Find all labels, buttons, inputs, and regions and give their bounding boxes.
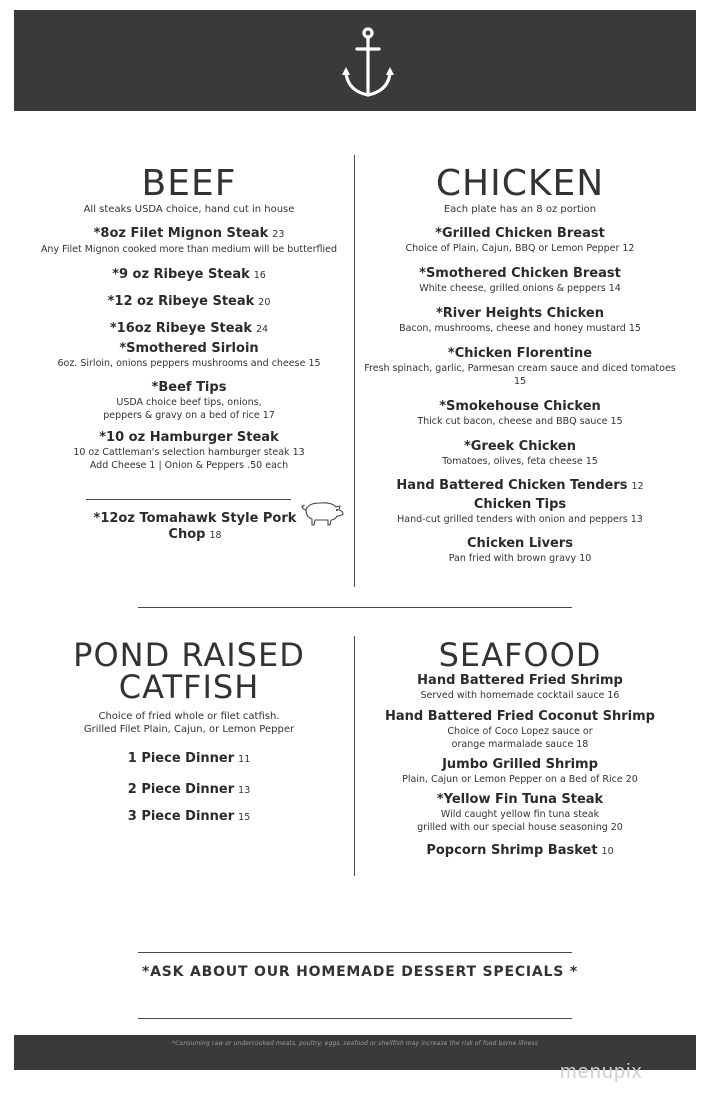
pig-icon (298, 498, 346, 528)
menu-item (30, 294, 348, 311)
item-price: 16 (253, 270, 266, 281)
section-subtitle: Each plate has an 8 oz portion (443, 204, 597, 215)
item-description: 10 oz Cattleman's selection hamburger steak 13 (73, 447, 305, 458)
item-price: 13 (238, 785, 251, 796)
section-title: BEEF (141, 163, 237, 204)
divider-horizontal-middle (138, 607, 572, 608)
item-description: peppers & gravy on a bed of rice 17 (103, 410, 275, 421)
item-name: *9 oz Ribeye Steak (112, 267, 250, 282)
menu-item (30, 321, 348, 338)
item-name: *10 oz Hamburger Steak (99, 430, 279, 445)
item-description: grilled with our special house seasoning 20 (417, 822, 623, 833)
section-title: SEAFOOD (438, 636, 602, 674)
menu-item (360, 792, 680, 834)
menu-item (360, 673, 680, 702)
item-name: *12oz Tomahawk Style Pork Chop (93, 511, 297, 542)
item-name: *Yellow Fin Tuna Steak (436, 792, 604, 807)
item-description: Choice of Coco Lopez sauce or (447, 726, 593, 737)
item-name: *Smothered Chicken Breast (419, 266, 621, 281)
item-description: Served with homemade cocktail sauce 16 (420, 690, 620, 701)
food-safety-disclaimer: *Consuming raw or undercooked meats, poultry, eggs, seafood or shellfish may increase the risk of food borne illness (172, 1040, 538, 1047)
item-description: Fresh spinach, garlic, Parmesan cream sauce and diced tomatoes 15 (364, 363, 676, 387)
item-description: Wild caught yellow fin tuna steak (440, 809, 600, 820)
menu-item (360, 757, 680, 786)
item-name: *12 oz Ribeye Steak (107, 294, 255, 309)
menu-item (360, 266, 680, 295)
item-description: USDA choice beef tips, onions, (116, 397, 262, 408)
item-description: orange marmalade sauce 18 (451, 739, 589, 750)
section-subtitle: Grilled Filet Plain, Cajun, or Lemon Pepper (83, 724, 295, 735)
item-name: Hand Battered Fried Shrimp (417, 673, 623, 688)
item-description: Hand-cut grilled tenders with onion and peppers 13 (397, 514, 643, 525)
item-description: White cheese, grilled onions & peppers 14 (419, 283, 621, 294)
divider-vertical-bottom (354, 636, 355, 876)
menu-item (360, 439, 680, 468)
item-name: *Chicken Florentine (447, 346, 593, 361)
item-name: *Greek Chicken (463, 439, 576, 454)
menu-item (360, 497, 680, 526)
item-name: 1 Piece Dinner (127, 751, 235, 766)
section-title-line1: POND RAISED (73, 636, 305, 674)
item-price: 18 (209, 530, 222, 541)
item-name: 2 Piece Dinner (127, 782, 235, 797)
beef-special-item (70, 511, 320, 544)
item-name: *Grilled Chicken Breast (435, 226, 605, 241)
menu-item (360, 399, 680, 428)
section-title: CHICKEN (435, 163, 605, 204)
item-description: Choice of Plain, Cajun, BBQ or Lemon Pepper 12 (405, 243, 635, 254)
menu-item (360, 478, 680, 495)
item-name: Chicken Tips (473, 497, 567, 512)
item-name: Chicken Livers (466, 536, 574, 551)
item-price: 11 (238, 754, 251, 765)
menu-item (360, 226, 680, 255)
chicken-section (360, 163, 680, 565)
item-description: 6oz. Sirloin, onions peppers mushrooms and cheese 15 (57, 358, 321, 369)
item-description: Plain, Cajun or Lemon Pepper on a Bed of Rice 20 (402, 774, 638, 785)
menu-item (360, 306, 680, 335)
menu-item (360, 709, 680, 751)
beef-section (30, 163, 348, 472)
menu-item (40, 809, 338, 826)
menu-item (30, 267, 348, 284)
menu-item (360, 843, 680, 860)
item-price: 12 (631, 481, 644, 492)
menu-item (40, 751, 338, 768)
item-description: Add Cheese 1 | Onion & Peppers .50 each (89, 460, 289, 471)
item-name: Hand Battered Chicken Tenders (396, 478, 628, 493)
item-name: Jumbo Grilled Shrimp (442, 757, 598, 772)
item-name: *16oz Ribeye Steak (109, 321, 253, 336)
item-name: *Beef Tips (151, 380, 227, 395)
item-description: Pan fried with brown gravy 10 (448, 553, 592, 564)
section-subtitle: All steaks USDA choice, hand cut in house (83, 204, 295, 215)
header-bar (14, 10, 696, 111)
item-name: 3 Piece Dinner (127, 809, 235, 824)
item-price: 10 (601, 846, 614, 857)
divider-vertical-top (354, 155, 355, 587)
section-subtitle: Choice of fried whole or filet catfish. (98, 711, 280, 722)
item-description: Any Filet Mignon cooked more than medium will be butterflied (40, 244, 338, 255)
item-price: 15 (238, 812, 251, 823)
item-description: Tomatoes, olives, feta cheese 15 (442, 456, 598, 467)
divider-dessert-bottom (138, 1018, 572, 1019)
item-name: *River Heights Chicken (435, 306, 604, 321)
menu-item (30, 226, 348, 256)
dessert-note: *ASK ABOUT OUR HOMEMADE DESSERT SPECIALS * (142, 964, 578, 980)
item-description: Thick cut bacon, cheese and BBQ sauce 15 (417, 416, 623, 427)
item-name: *Smokehouse Chicken (439, 399, 601, 414)
catfish-section (40, 636, 338, 826)
menu-item (30, 380, 348, 422)
divider-dessert-top (138, 952, 572, 953)
divider-beef-special (86, 499, 291, 500)
seafood-section (360, 636, 680, 860)
item-name: Popcorn Shrimp Basket (426, 843, 598, 858)
section-title-line2: CATFISH (118, 668, 260, 706)
item-price: 23 (272, 229, 285, 240)
item-name: *8oz Filet Mignon Steak (93, 226, 269, 241)
item-description: Bacon, mushrooms, cheese and honey mustard 15 (399, 323, 641, 334)
item-price: 24 (256, 324, 269, 335)
menu-item (30, 341, 348, 370)
menu-item (360, 346, 680, 388)
anchor-icon (340, 27, 396, 103)
item-price: 20 (258, 297, 271, 308)
menu-item (40, 782, 338, 799)
menu-item (360, 536, 680, 565)
item-name: Hand Battered Fried Coconut Shrimp (385, 709, 655, 724)
item-name: *Smothered Sirloin (119, 341, 259, 356)
menu-item (30, 430, 348, 472)
menupix-watermark: menupix (560, 1061, 643, 1083)
